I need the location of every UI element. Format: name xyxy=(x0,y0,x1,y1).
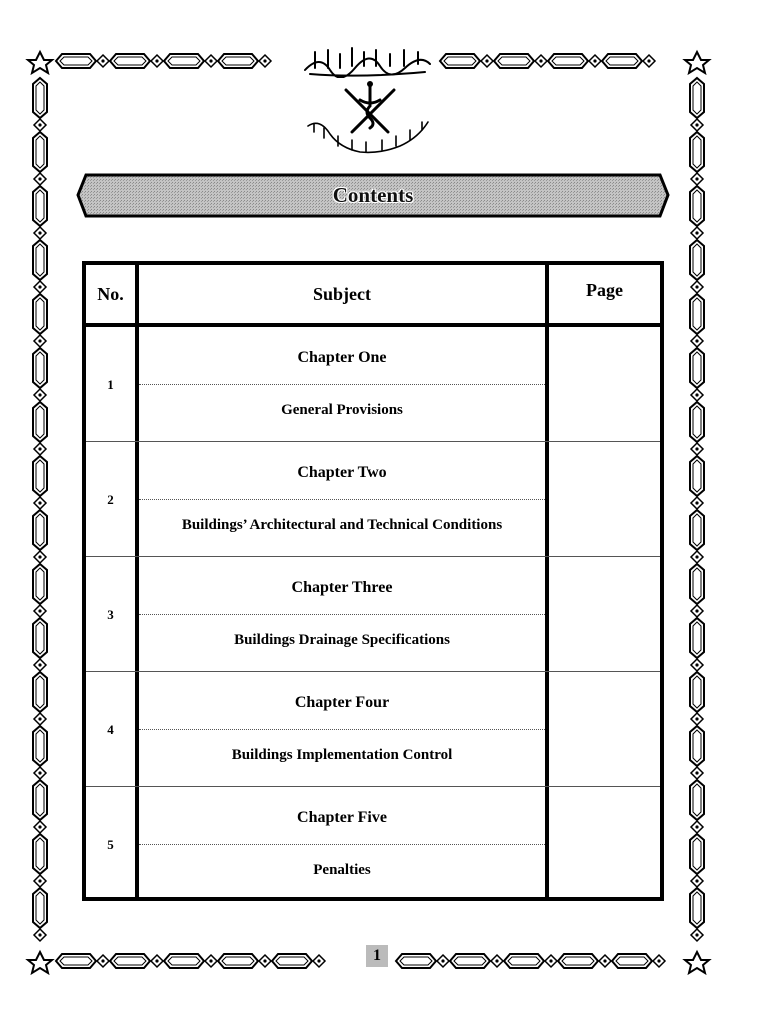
chain-link-inner xyxy=(36,190,44,222)
chain-link-inner xyxy=(508,957,540,965)
chain-link-inner xyxy=(36,568,44,600)
chain-link-inner xyxy=(693,82,701,114)
chain-link-icon xyxy=(548,54,588,68)
chain-dot xyxy=(695,123,698,126)
chain-dot xyxy=(38,717,41,720)
chain-dot xyxy=(263,959,266,962)
row-number: 5 xyxy=(107,836,114,852)
corner-star-icon xyxy=(685,52,709,73)
table-row xyxy=(86,787,660,902)
chapter-heading: Chapter Three xyxy=(291,578,393,596)
chain-link-inner xyxy=(36,298,44,330)
chain-dot xyxy=(38,447,41,450)
chain-link-inner xyxy=(693,676,701,708)
chain-link-icon xyxy=(33,618,47,658)
chain-link-icon xyxy=(164,954,204,968)
chain-link-inner xyxy=(693,460,701,492)
chain-link-inner xyxy=(693,568,701,600)
chain-dot xyxy=(603,959,606,962)
chain-link-inner xyxy=(222,57,254,65)
chain-link-icon xyxy=(690,186,704,226)
chain-link-inner xyxy=(36,136,44,168)
chain-link-icon xyxy=(690,672,704,712)
page-number: 1 xyxy=(366,945,388,967)
chain-link-inner xyxy=(60,957,92,965)
chain-dot xyxy=(647,59,650,62)
row-number: 1 xyxy=(107,376,114,392)
chain-dot xyxy=(209,59,212,62)
chain-dot xyxy=(695,879,698,882)
chain-link-icon xyxy=(33,348,47,388)
chapter-heading: Chapter Two xyxy=(297,463,387,481)
chain-link-inner xyxy=(693,244,701,276)
chain-dot xyxy=(38,609,41,612)
chain-dot xyxy=(695,177,698,180)
chain-link-icon xyxy=(602,54,642,68)
chain-link-icon xyxy=(690,456,704,496)
chain-link-inner xyxy=(36,622,44,654)
chain-dot xyxy=(695,231,698,234)
table-row xyxy=(86,442,660,557)
row-number: 2 xyxy=(107,491,114,507)
chain-dot xyxy=(593,59,596,62)
chain-dot xyxy=(695,717,698,720)
chain-link-inner xyxy=(693,622,701,654)
chain-link-inner xyxy=(562,957,594,965)
chain-link-inner xyxy=(222,957,254,965)
chain-dot xyxy=(38,663,41,666)
chain-dot xyxy=(38,933,41,936)
chain-dot xyxy=(38,555,41,558)
chain-link-icon xyxy=(690,564,704,604)
chain-dot xyxy=(38,177,41,180)
chain-link-icon xyxy=(690,348,704,388)
chain-dot xyxy=(695,663,698,666)
chain-link-icon xyxy=(690,726,704,766)
dotted-separator xyxy=(139,614,545,615)
chain-dot xyxy=(695,609,698,612)
chain-link-inner xyxy=(36,676,44,708)
chain-link-inner xyxy=(693,838,701,870)
chain-dot xyxy=(695,933,698,936)
chain-link-icon xyxy=(690,780,704,820)
chapter-title: Buildings Implementation Control xyxy=(231,747,453,763)
dotted-separator xyxy=(139,729,545,730)
dotted-separator xyxy=(139,499,545,500)
chain-dot xyxy=(38,771,41,774)
chain-link-icon xyxy=(690,294,704,334)
chain-link-inner xyxy=(606,57,638,65)
chain-link-icon xyxy=(690,510,704,550)
chain-dot xyxy=(657,959,660,962)
chain-link-icon xyxy=(110,954,150,968)
chain-link-inner xyxy=(36,784,44,816)
chain-link-icon xyxy=(690,618,704,658)
chain-link-icon xyxy=(396,954,436,968)
border-left xyxy=(33,78,47,941)
chain-dot xyxy=(38,501,41,504)
chain-link-icon xyxy=(272,954,312,968)
row-number: 3 xyxy=(107,606,114,622)
table-header-row xyxy=(86,265,660,327)
chain-link-icon xyxy=(33,132,47,172)
chain-link-inner xyxy=(36,460,44,492)
chain-dot xyxy=(695,825,698,828)
corner-star-icon xyxy=(28,952,52,973)
chain-dot xyxy=(695,501,698,504)
chain-link-inner xyxy=(693,352,701,384)
chain-link-icon xyxy=(690,78,704,118)
dotted-separator xyxy=(139,844,545,845)
chain-dot xyxy=(495,959,498,962)
chain-link-icon xyxy=(110,54,150,68)
chain-link-icon xyxy=(450,954,490,968)
chain-link-inner xyxy=(276,957,308,965)
chain-link-icon xyxy=(690,834,704,874)
chapter-heading: Chapter Four xyxy=(294,693,390,711)
chain-link-inner xyxy=(400,957,432,965)
chapter-heading: Chapter Five xyxy=(297,808,387,826)
chain-dot xyxy=(441,959,444,962)
chain-dot xyxy=(209,959,212,962)
chain-link-icon xyxy=(504,954,544,968)
chain-link-icon xyxy=(33,780,47,820)
chain-dot xyxy=(695,285,698,288)
chain-link-icon xyxy=(33,510,47,550)
chain-dot xyxy=(155,959,158,962)
chain-link-icon xyxy=(33,186,47,226)
chain-link-icon xyxy=(690,402,704,442)
chain-link-icon xyxy=(56,54,96,68)
chain-link-inner xyxy=(552,57,584,65)
chain-link-icon xyxy=(690,240,704,280)
chain-dot xyxy=(317,959,320,962)
chain-link-inner xyxy=(36,730,44,762)
chain-link-inner xyxy=(36,838,44,870)
chapter-title: Buildings’ Architectural and Technical Conditions xyxy=(181,517,503,533)
table-row xyxy=(86,672,660,787)
chain-link-inner xyxy=(693,514,701,546)
chain-link-inner xyxy=(168,57,200,65)
chain-link-inner xyxy=(114,57,146,65)
chain-link-icon xyxy=(33,240,47,280)
chain-link-icon xyxy=(558,954,598,968)
chain-dot xyxy=(101,59,104,62)
chain-link-inner xyxy=(693,406,701,438)
chain-link-icon xyxy=(440,54,480,68)
chain-link-icon xyxy=(690,132,704,172)
chain-dot xyxy=(38,393,41,396)
chain-dot xyxy=(101,959,104,962)
chain-dot xyxy=(38,339,41,342)
chain-link-inner xyxy=(498,57,530,65)
emblem-khanjar-icon xyxy=(300,76,440,166)
contents-table xyxy=(82,261,664,901)
chain-link-inner xyxy=(114,957,146,965)
header-page: Page xyxy=(586,279,623,300)
chain-link-inner xyxy=(36,892,44,924)
row-number: 4 xyxy=(107,721,114,737)
chain-dot xyxy=(549,959,552,962)
chain-link-icon xyxy=(33,456,47,496)
dotted-separator xyxy=(139,384,545,385)
chapter-title: Penalties xyxy=(313,862,371,878)
chain-link-inner xyxy=(444,57,476,65)
chain-link-inner xyxy=(168,957,200,965)
corner-star-icon xyxy=(685,952,709,973)
corner-star-icon xyxy=(28,52,52,73)
chain-link-inner xyxy=(36,352,44,384)
chain-dot xyxy=(695,771,698,774)
table-row xyxy=(86,327,660,442)
chain-dot xyxy=(38,879,41,882)
chain-link-inner xyxy=(693,730,701,762)
chapter-title: General Provisions xyxy=(281,402,403,418)
chain-dot xyxy=(485,59,488,62)
header-subject: Subject xyxy=(313,283,371,304)
border-right xyxy=(690,78,704,941)
border-bottom xyxy=(56,954,665,968)
contents-banner xyxy=(76,173,670,218)
chain-link-inner xyxy=(36,244,44,276)
chain-dot xyxy=(263,59,266,62)
chain-link-icon xyxy=(33,78,47,118)
chapter-title: Buildings Drainage Specifications xyxy=(234,632,450,648)
chain-dot xyxy=(38,231,41,234)
header-no: No. xyxy=(97,283,124,304)
chain-link-icon xyxy=(218,954,258,968)
chain-link-inner xyxy=(36,82,44,114)
chain-link-inner xyxy=(693,298,701,330)
chain-link-inner xyxy=(60,57,92,65)
chain-dot xyxy=(38,825,41,828)
chain-link-icon xyxy=(33,294,47,334)
table-row xyxy=(86,557,660,672)
chain-link-icon xyxy=(612,954,652,968)
chain-link-icon xyxy=(56,954,96,968)
chain-dot xyxy=(695,339,698,342)
chain-link-inner xyxy=(693,784,701,816)
chain-dot xyxy=(38,285,41,288)
chain-dot xyxy=(695,447,698,450)
chain-dot xyxy=(155,59,158,62)
chain-link-inner xyxy=(454,957,486,965)
chain-dot xyxy=(539,59,542,62)
chain-link-icon xyxy=(690,888,704,928)
chain-link-icon xyxy=(33,672,47,712)
chain-link-inner xyxy=(693,136,701,168)
chain-link-inner xyxy=(36,406,44,438)
chain-link-icon xyxy=(33,564,47,604)
chain-link-icon xyxy=(33,888,47,928)
chain-link-inner xyxy=(693,892,701,924)
chain-link-icon xyxy=(33,834,47,874)
basmala-calligraphy xyxy=(300,44,435,78)
chain-dot xyxy=(695,393,698,396)
chain-dot xyxy=(695,555,698,558)
chain-link-inner xyxy=(693,190,701,222)
banner-title: Contents xyxy=(332,183,414,207)
chain-link-inner xyxy=(36,514,44,546)
chain-link-inner xyxy=(616,957,648,965)
chain-link-icon xyxy=(494,54,534,68)
chain-link-icon xyxy=(164,54,204,68)
chapter-heading: Chapter One xyxy=(297,348,387,366)
chain-link-icon xyxy=(33,402,47,442)
chain-link-icon xyxy=(218,54,258,68)
chain-dot xyxy=(38,123,41,126)
chain-link-icon xyxy=(33,726,47,766)
